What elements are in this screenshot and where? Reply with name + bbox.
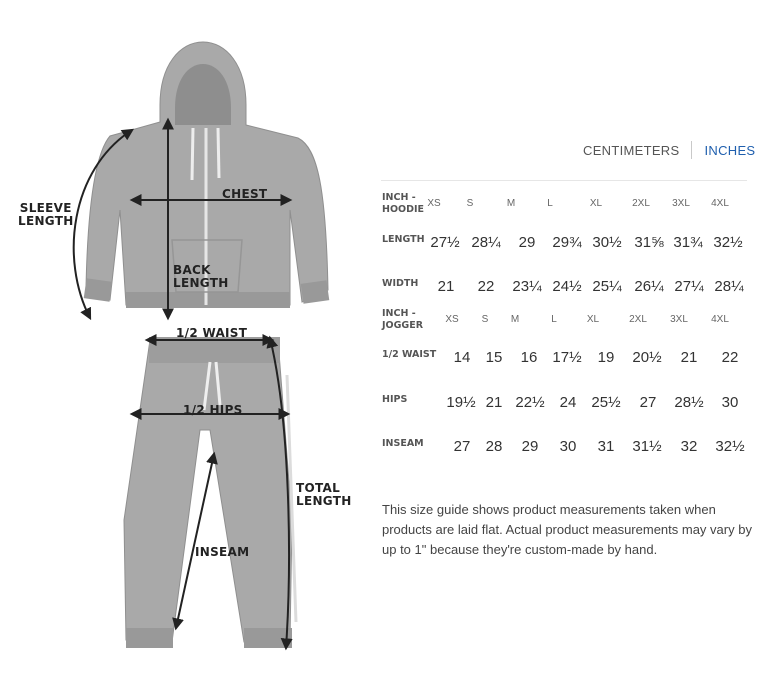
size-xl: XL xyxy=(586,314,600,325)
size-4xl: 4XL xyxy=(711,314,729,325)
value-cell: 30 xyxy=(721,394,739,411)
value-cell: 28¼ xyxy=(714,278,744,295)
size-s: S xyxy=(481,314,489,325)
jogger-waist-row xyxy=(382,345,752,369)
unit-divider xyxy=(691,141,692,159)
jogger-header-row xyxy=(382,308,752,332)
value-cell: 31 xyxy=(597,438,615,455)
row-label: HIPS xyxy=(382,394,408,405)
value-cell: 20½ xyxy=(632,349,662,366)
hoodie-length-row xyxy=(382,230,752,254)
value-cell: 32½ xyxy=(713,234,743,251)
size-3xl: 3XL xyxy=(670,314,688,325)
value-cell: 27½ xyxy=(430,234,460,251)
value-cell: 27 xyxy=(453,438,471,455)
row-label: INSEAM xyxy=(382,438,424,449)
size-xl: XL xyxy=(589,198,603,209)
value-cell: 22½ xyxy=(515,394,545,411)
chest-label: CHEST xyxy=(222,187,268,201)
inseam-label: INSEAM xyxy=(195,545,250,559)
jogger-header-label: INCH - JOGGER xyxy=(382,308,424,331)
waist-label: 1/2 WAIST xyxy=(176,326,248,340)
jogger-hips-row xyxy=(382,390,752,414)
row-label: LENGTH xyxy=(382,234,425,245)
value-cell: 28½ xyxy=(674,394,704,411)
value-cell: 32 xyxy=(680,438,698,455)
jogger-inseam-row xyxy=(382,434,752,458)
value-cell: 21 xyxy=(680,349,698,366)
value-cell: 26¼ xyxy=(634,278,664,295)
size-xs: XS xyxy=(427,198,441,209)
value-cell: 30½ xyxy=(592,234,622,251)
back-length-label: BACK LENGTH xyxy=(173,263,229,290)
total-length-label: TOTAL LENGTH xyxy=(296,481,352,508)
row-label: 1/2 WAIST xyxy=(382,349,437,360)
value-cell: 14 xyxy=(453,349,471,366)
inches-toggle[interactable]: INCHES xyxy=(704,142,756,158)
value-cell: 25¼ xyxy=(592,278,622,295)
value-cell: 17½ xyxy=(552,349,582,366)
size-m: M xyxy=(510,314,520,325)
value-cell: 27¼ xyxy=(674,278,704,295)
divider-line xyxy=(381,180,747,181)
size-m: M xyxy=(506,198,516,209)
value-cell: 32½ xyxy=(715,438,745,455)
value-cell: 22 xyxy=(477,278,495,295)
hoodie-header-row xyxy=(382,192,752,216)
size-2xl: 2XL xyxy=(632,198,650,209)
hoodie-header-label: INCH - HOODIE xyxy=(382,192,425,215)
size-xs: XS xyxy=(445,314,459,325)
value-cell: 25½ xyxy=(591,394,621,411)
value-cell: 22 xyxy=(721,349,739,366)
size-l: L xyxy=(551,314,557,325)
value-cell: 31⅝ xyxy=(634,234,664,251)
value-cell: 24½ xyxy=(552,278,582,295)
value-cell: 31¾ xyxy=(673,234,703,251)
value-cell: 23¼ xyxy=(512,278,542,295)
value-cell: 29 xyxy=(521,438,539,455)
jogger-shape xyxy=(124,337,296,648)
value-cell: 29¾ xyxy=(552,234,582,251)
size-guide-note: This size guide shows product measurements taken when products are laid flat. Actual product measurements may vary by up to 1" because they're custom-made by hand. xyxy=(382,502,752,557)
size-s: S xyxy=(466,198,474,209)
value-cell: 27 xyxy=(639,394,657,411)
size-2xl: 2XL xyxy=(629,314,647,325)
size-3xl: 3XL xyxy=(672,198,690,209)
size-l: L xyxy=(547,198,553,209)
value-cell: 28 xyxy=(485,438,503,455)
value-cell: 28¼ xyxy=(471,234,501,251)
row-label: WIDTH xyxy=(382,278,419,289)
value-cell: 15 xyxy=(485,349,503,366)
unit-switch xyxy=(583,141,755,159)
value-cell: 19½ xyxy=(446,394,476,411)
value-cell: 31½ xyxy=(632,438,662,455)
hoodie-width-row xyxy=(382,274,752,298)
hips-label: 1/2 HIPS xyxy=(183,403,243,417)
value-cell: 19 xyxy=(597,349,615,366)
sleeve-length-label: SLEEVE LENGTH xyxy=(18,201,74,228)
value-cell: 24 xyxy=(559,394,577,411)
value-cell: 21 xyxy=(485,394,503,411)
value-cell: 30 xyxy=(559,438,577,455)
value-cell: 16 xyxy=(520,349,538,366)
size-4xl: 4XL xyxy=(711,198,729,209)
value-cell: 21 xyxy=(437,278,455,295)
centimeters-toggle[interactable]: CENTIMETERS xyxy=(583,142,680,158)
size-diagram xyxy=(0,0,370,674)
value-cell: 29 xyxy=(518,234,536,251)
